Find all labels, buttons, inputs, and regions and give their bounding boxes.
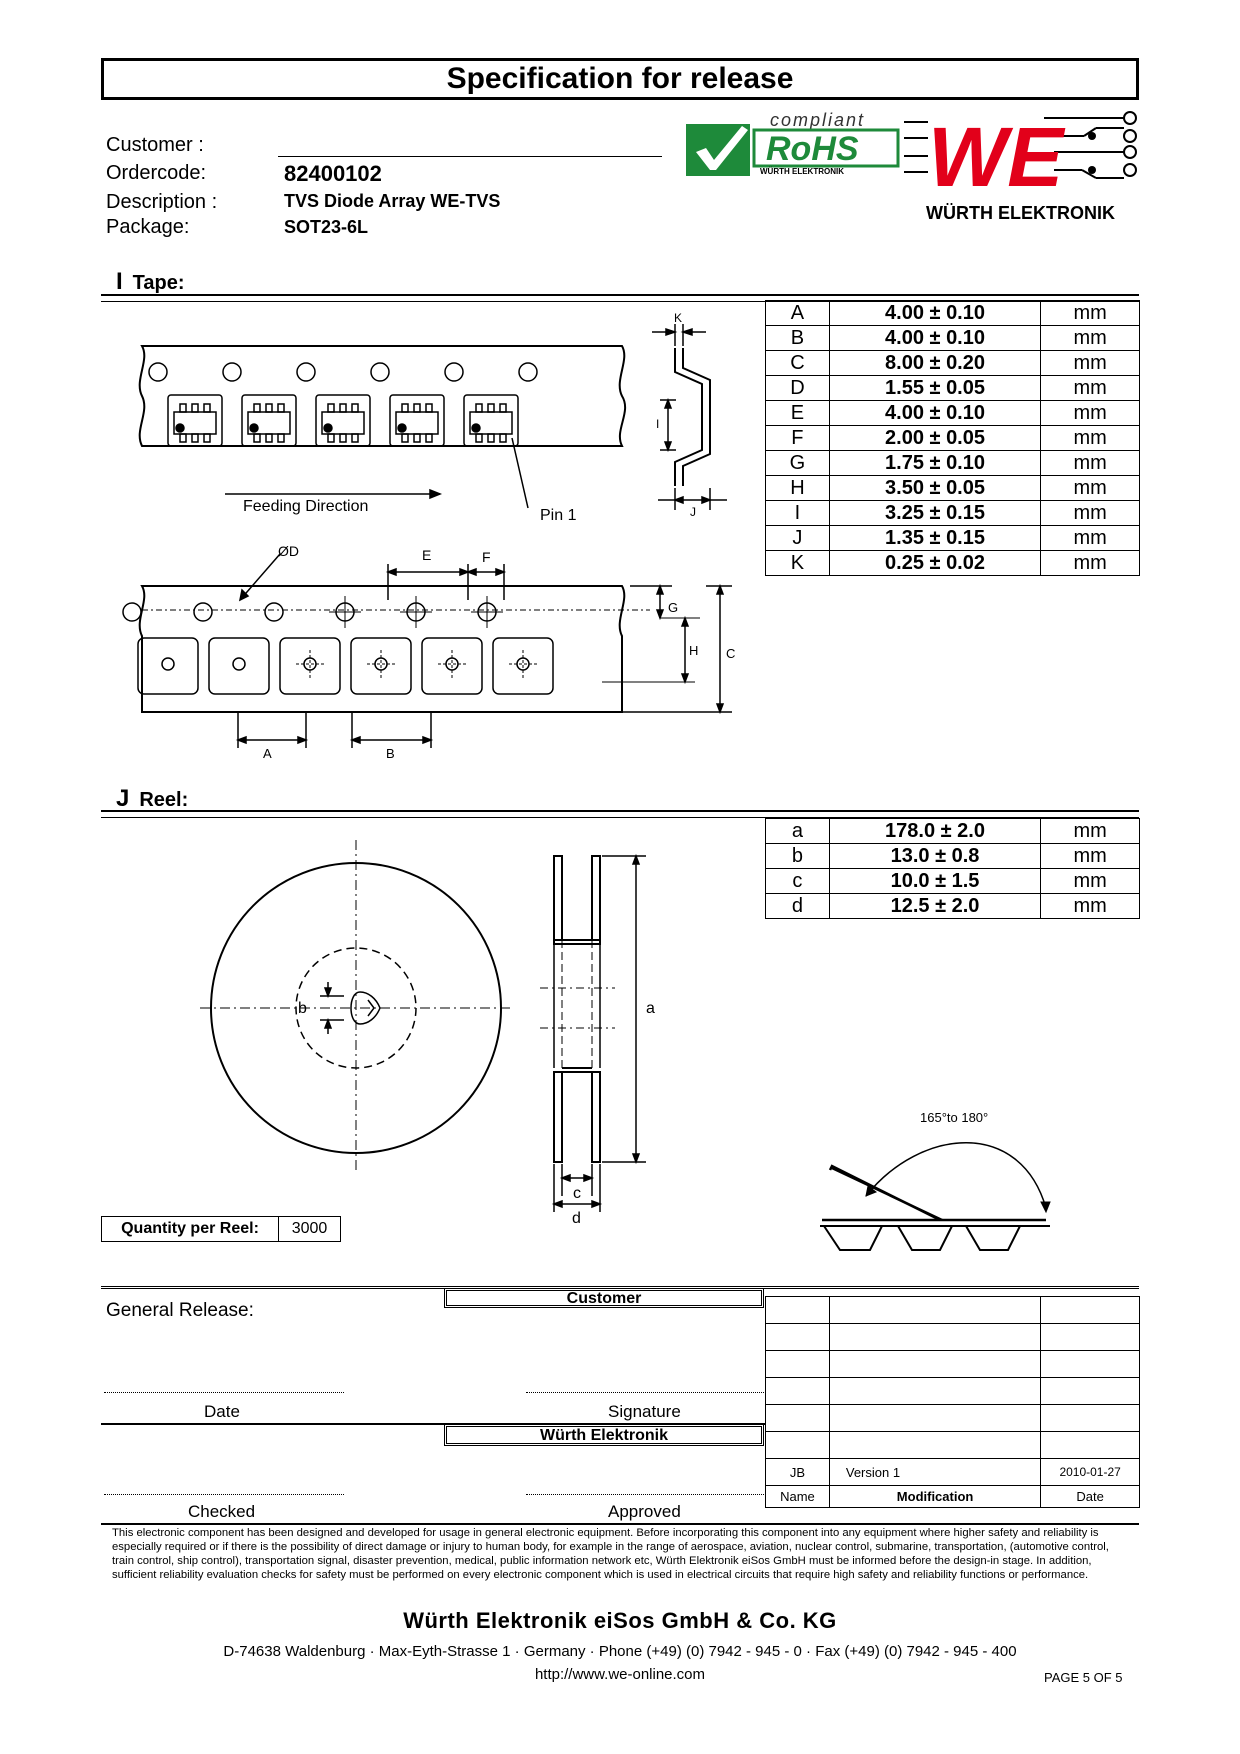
sprocket-hole <box>371 363 389 381</box>
pocket-hole <box>446 658 458 670</box>
sprocket-hole <box>223 363 241 381</box>
reel-section-rule <box>101 810 1139 818</box>
mod-header-name: Name <box>766 1486 830 1508</box>
pocket-hole <box>233 658 245 670</box>
approved-line <box>526 1494 766 1495</box>
modification-table <box>765 1296 1140 1508</box>
reel-dim-unit: mm <box>1041 844 1140 869</box>
sprocket-hole <box>149 363 167 381</box>
tape-dim-unit: mm <box>1041 501 1140 526</box>
disclaimer-text: This electronic component has been designed and developed for usage in general electronic equipment. Before incorporating this component into any equipment where higher safety and reliability is especially required or if there is the possibility of direct damage or injury to human body, for example in the range of aerospace, aviation, nuclear control, submarine, transportation, (automotive control, train control, ship control), transportation signal, disaster prevention, medical, public information network etc, Würth Elektronik eiSos GmbH must be informed before the design-in stage. In addition, sufficient reliability evaluation checks for safety must be performed on every electronic component which is used in electrical circuits that require high safety and reliability functions or performance. <box>112 1527 1109 1581</box>
tape-pocket <box>242 395 296 446</box>
tape-dim-value: 4.00 ± 0.10 <box>829 401 1040 426</box>
tape-dim-unit: mm <box>1041 476 1140 501</box>
dim-label-j: J <box>690 505 696 519</box>
ordercode-value: 82400102 <box>284 161 382 186</box>
tape-row <box>766 451 1140 476</box>
tape-dim-value: 4.00 ± 0.10 <box>829 326 1040 351</box>
dim-label-reel-d: d <box>572 1210 581 1227</box>
tape-dim-unit: mm <box>1041 401 1140 426</box>
dim-label-h: H <box>689 643 699 658</box>
pin1-dot <box>398 424 406 432</box>
pocket-hole <box>162 658 174 670</box>
tape-row <box>766 376 1140 401</box>
tape-dim-value: 4.00 ± 0.10 <box>829 301 1040 326</box>
tape-dim-label: C <box>766 351 830 376</box>
dim-label-g: G <box>668 600 679 615</box>
sprocket-hole <box>519 363 537 381</box>
tape-dim-unit: mm <box>1041 526 1140 551</box>
reel-row <box>766 819 1140 844</box>
package-value: SOT23-6L <box>284 217 369 237</box>
sprocket-hole <box>194 603 212 621</box>
quantity-box <box>101 1216 341 1242</box>
customer-field-line <box>278 156 662 157</box>
tape-dim-unit: mm <box>1041 551 1140 576</box>
quantity-label: Quantity per Reel: <box>102 1217 279 1241</box>
tape-dim-label: H <box>766 476 830 501</box>
tape-dim-label: D <box>766 376 830 401</box>
tape-row <box>766 551 1140 576</box>
rohs-sub-text: WÜRTH ELEKTRONIK <box>760 167 844 176</box>
modification-row <box>766 1459 1140 1486</box>
pocket-hole <box>517 658 529 670</box>
tape-row <box>766 351 1140 376</box>
reel-heading <box>116 785 188 813</box>
checked-label: Checked <box>188 1502 256 1521</box>
tape-row <box>766 526 1140 551</box>
tape-row <box>766 401 1140 426</box>
pin1-dot <box>176 424 184 432</box>
page-number: PAGE 5 OF 5 <box>1044 1670 1123 1685</box>
tape-pocket-bottom <box>138 638 198 694</box>
tape-row <box>766 326 1140 351</box>
signature-line <box>526 1392 766 1393</box>
footer-address: D-74638 Waldenburg · Max-Eyth-Strasse 1 · Germany · Phone (+49) (0) 7942 - 945 - 0 · Fax (+49) (0) 7942 - 945 - 400 <box>223 1643 1017 1660</box>
dim-label-b: B <box>386 746 395 761</box>
tape-dim-label: F <box>766 426 830 451</box>
tape-row <box>766 426 1140 451</box>
feeding-direction-label: Feeding Direction <box>243 498 369 515</box>
reel-row <box>766 869 1140 894</box>
signature-label: Signature <box>608 1402 681 1421</box>
tape-pocket-bottom <box>209 638 269 694</box>
tape-dim-unit: mm <box>1041 426 1140 451</box>
reel-dimension-table <box>765 818 1140 919</box>
approved-label: Approved <box>608 1502 681 1521</box>
footer-company: Würth Elektronik eiSos GmbH & Co. KG <box>403 1608 837 1633</box>
tape-dim-label: J <box>766 526 830 551</box>
tape-pocket <box>390 395 444 446</box>
reel-dim-value: 13.0 ± 0.8 <box>829 844 1040 869</box>
tape-roman: I <box>116 268 123 295</box>
tape-dim-label: E <box>766 401 830 426</box>
reel-dim-label: a <box>766 819 830 844</box>
peel-angle-drawing <box>810 1108 1070 1268</box>
reel-row <box>766 894 1140 919</box>
reel-drawing <box>190 832 670 1227</box>
tape-drawing <box>120 300 760 770</box>
reel-dim-unit: mm <box>1041 869 1140 894</box>
tape-dim-unit: mm <box>1041 301 1140 326</box>
sprocket-hole <box>445 363 463 381</box>
date-label: Date <box>204 1402 240 1421</box>
checked-line <box>104 1494 344 1495</box>
pin1-dot <box>250 424 258 432</box>
reel-dim-label: d <box>766 894 830 919</box>
tape-dim-value: 3.25 ± 0.15 <box>829 501 1040 526</box>
pin1-label: Pin 1 <box>540 507 577 524</box>
tape-dim-value: 1.75 ± 0.10 <box>829 451 1040 476</box>
wurth-box: Würth Elektronik <box>444 1424 764 1446</box>
tape-dim-unit: mm <box>1041 326 1140 351</box>
mod-name: JB <box>766 1459 830 1486</box>
page-title: Specification for release <box>101 58 1139 100</box>
package-label: Package: <box>106 216 190 238</box>
tape-dim-label: I <box>766 501 830 526</box>
tape-pocket <box>464 395 518 446</box>
reel-dim-value: 12.5 ± 2.0 <box>829 894 1040 919</box>
reel-dim-value: 178.0 ± 2.0 <box>829 819 1040 844</box>
mod-date: 2010-01-27 <box>1041 1459 1140 1486</box>
dim-label-d: ØD <box>278 543 299 559</box>
tape-dim-label: B <box>766 326 830 351</box>
ordercode-label: Ordercode: <box>106 162 207 184</box>
tape-dim-value: 0.25 ± 0.02 <box>829 551 1040 576</box>
customer-box: Customer <box>444 1288 764 1308</box>
pocket-hole <box>304 658 316 670</box>
description-label: Description : <box>106 191 218 213</box>
pocket-hole <box>375 658 387 670</box>
description-value: TVS Diode Array WE-TVS <box>284 191 501 211</box>
reel-row <box>766 844 1140 869</box>
mod-header-date: Date <box>1041 1486 1140 1508</box>
reel-dim-value: 10.0 ± 1.5 <box>829 869 1040 894</box>
tape-heading <box>116 268 185 296</box>
tape-dim-unit: mm <box>1041 351 1140 376</box>
tape-dim-value: 3.50 ± 0.05 <box>829 476 1040 501</box>
pin1-dot <box>472 424 480 432</box>
tape-pocket <box>316 395 370 446</box>
dim-label-reel-b: b <box>298 1000 307 1017</box>
tape-dim-unit: mm <box>1041 376 1140 401</box>
tape-row <box>766 301 1140 326</box>
tape-dim-value: 1.55 ± 0.05 <box>829 376 1040 401</box>
sprocket-hole <box>123 603 141 621</box>
tape-row <box>766 501 1140 526</box>
we-company-text: WÜRTH ELEKTRONIK <box>926 203 1115 223</box>
tape-heading-text: Tape: <box>132 272 185 294</box>
reel-dim-unit: mm <box>1041 819 1140 844</box>
rohs-logo <box>684 112 900 178</box>
reel-dim-unit: mm <box>1041 894 1140 919</box>
release-bottom-rule <box>101 1523 1139 1525</box>
tape-dimension-table <box>765 300 1140 576</box>
modification-header-row <box>766 1486 1140 1508</box>
we-logo <box>904 108 1140 230</box>
tape-dim-label: G <box>766 451 830 476</box>
tape-dim-label: K <box>766 551 830 576</box>
dim-label-reel-a: a <box>646 1000 655 1017</box>
mod-header-modification: Modification <box>829 1486 1040 1508</box>
sprocket-hole <box>297 363 315 381</box>
general-release-label: General Release: <box>106 1300 254 1321</box>
footer-url[interactable]: http://www.we-online.com <box>534 1666 706 1683</box>
sprocket-hole <box>265 603 283 621</box>
tape-dim-value: 1.35 ± 0.15 <box>829 526 1040 551</box>
quantity-value: 3000 <box>291 1220 328 1237</box>
dim-label-f: F <box>482 549 491 565</box>
rohs-text: RoHS <box>766 130 859 168</box>
reel-dim-label: c <box>766 869 830 894</box>
reel-roman: J <box>116 785 130 812</box>
tape-pocket <box>168 395 222 446</box>
tape-dim-value: 8.00 ± 0.20 <box>829 351 1040 376</box>
date-line <box>104 1392 344 1393</box>
rohs-compliant-text: compliant <box>770 112 866 130</box>
dim-label-c: C <box>726 646 736 661</box>
customer-label: Customer : <box>106 134 204 156</box>
reel-heading-text: Reel: <box>139 789 189 811</box>
tape-dim-label: A <box>766 301 830 326</box>
dim-label-i: I <box>656 417 660 431</box>
dim-label-a: A <box>263 746 272 761</box>
mod-modification: Version 1 <box>829 1459 1040 1486</box>
tape-row <box>766 476 1140 501</box>
reel-dim-label: b <box>766 844 830 869</box>
tape-dim-value: 2.00 ± 0.05 <box>829 426 1040 451</box>
tape-dim-unit: mm <box>1041 451 1140 476</box>
we-text: WE <box>928 110 1064 204</box>
angle-label: 165°to 180° <box>920 1110 989 1125</box>
pin1-dot <box>324 424 332 432</box>
dim-label-reel-c: c <box>573 1185 581 1202</box>
dim-label-e: E <box>422 547 432 563</box>
dim-label-k: K <box>674 311 683 325</box>
